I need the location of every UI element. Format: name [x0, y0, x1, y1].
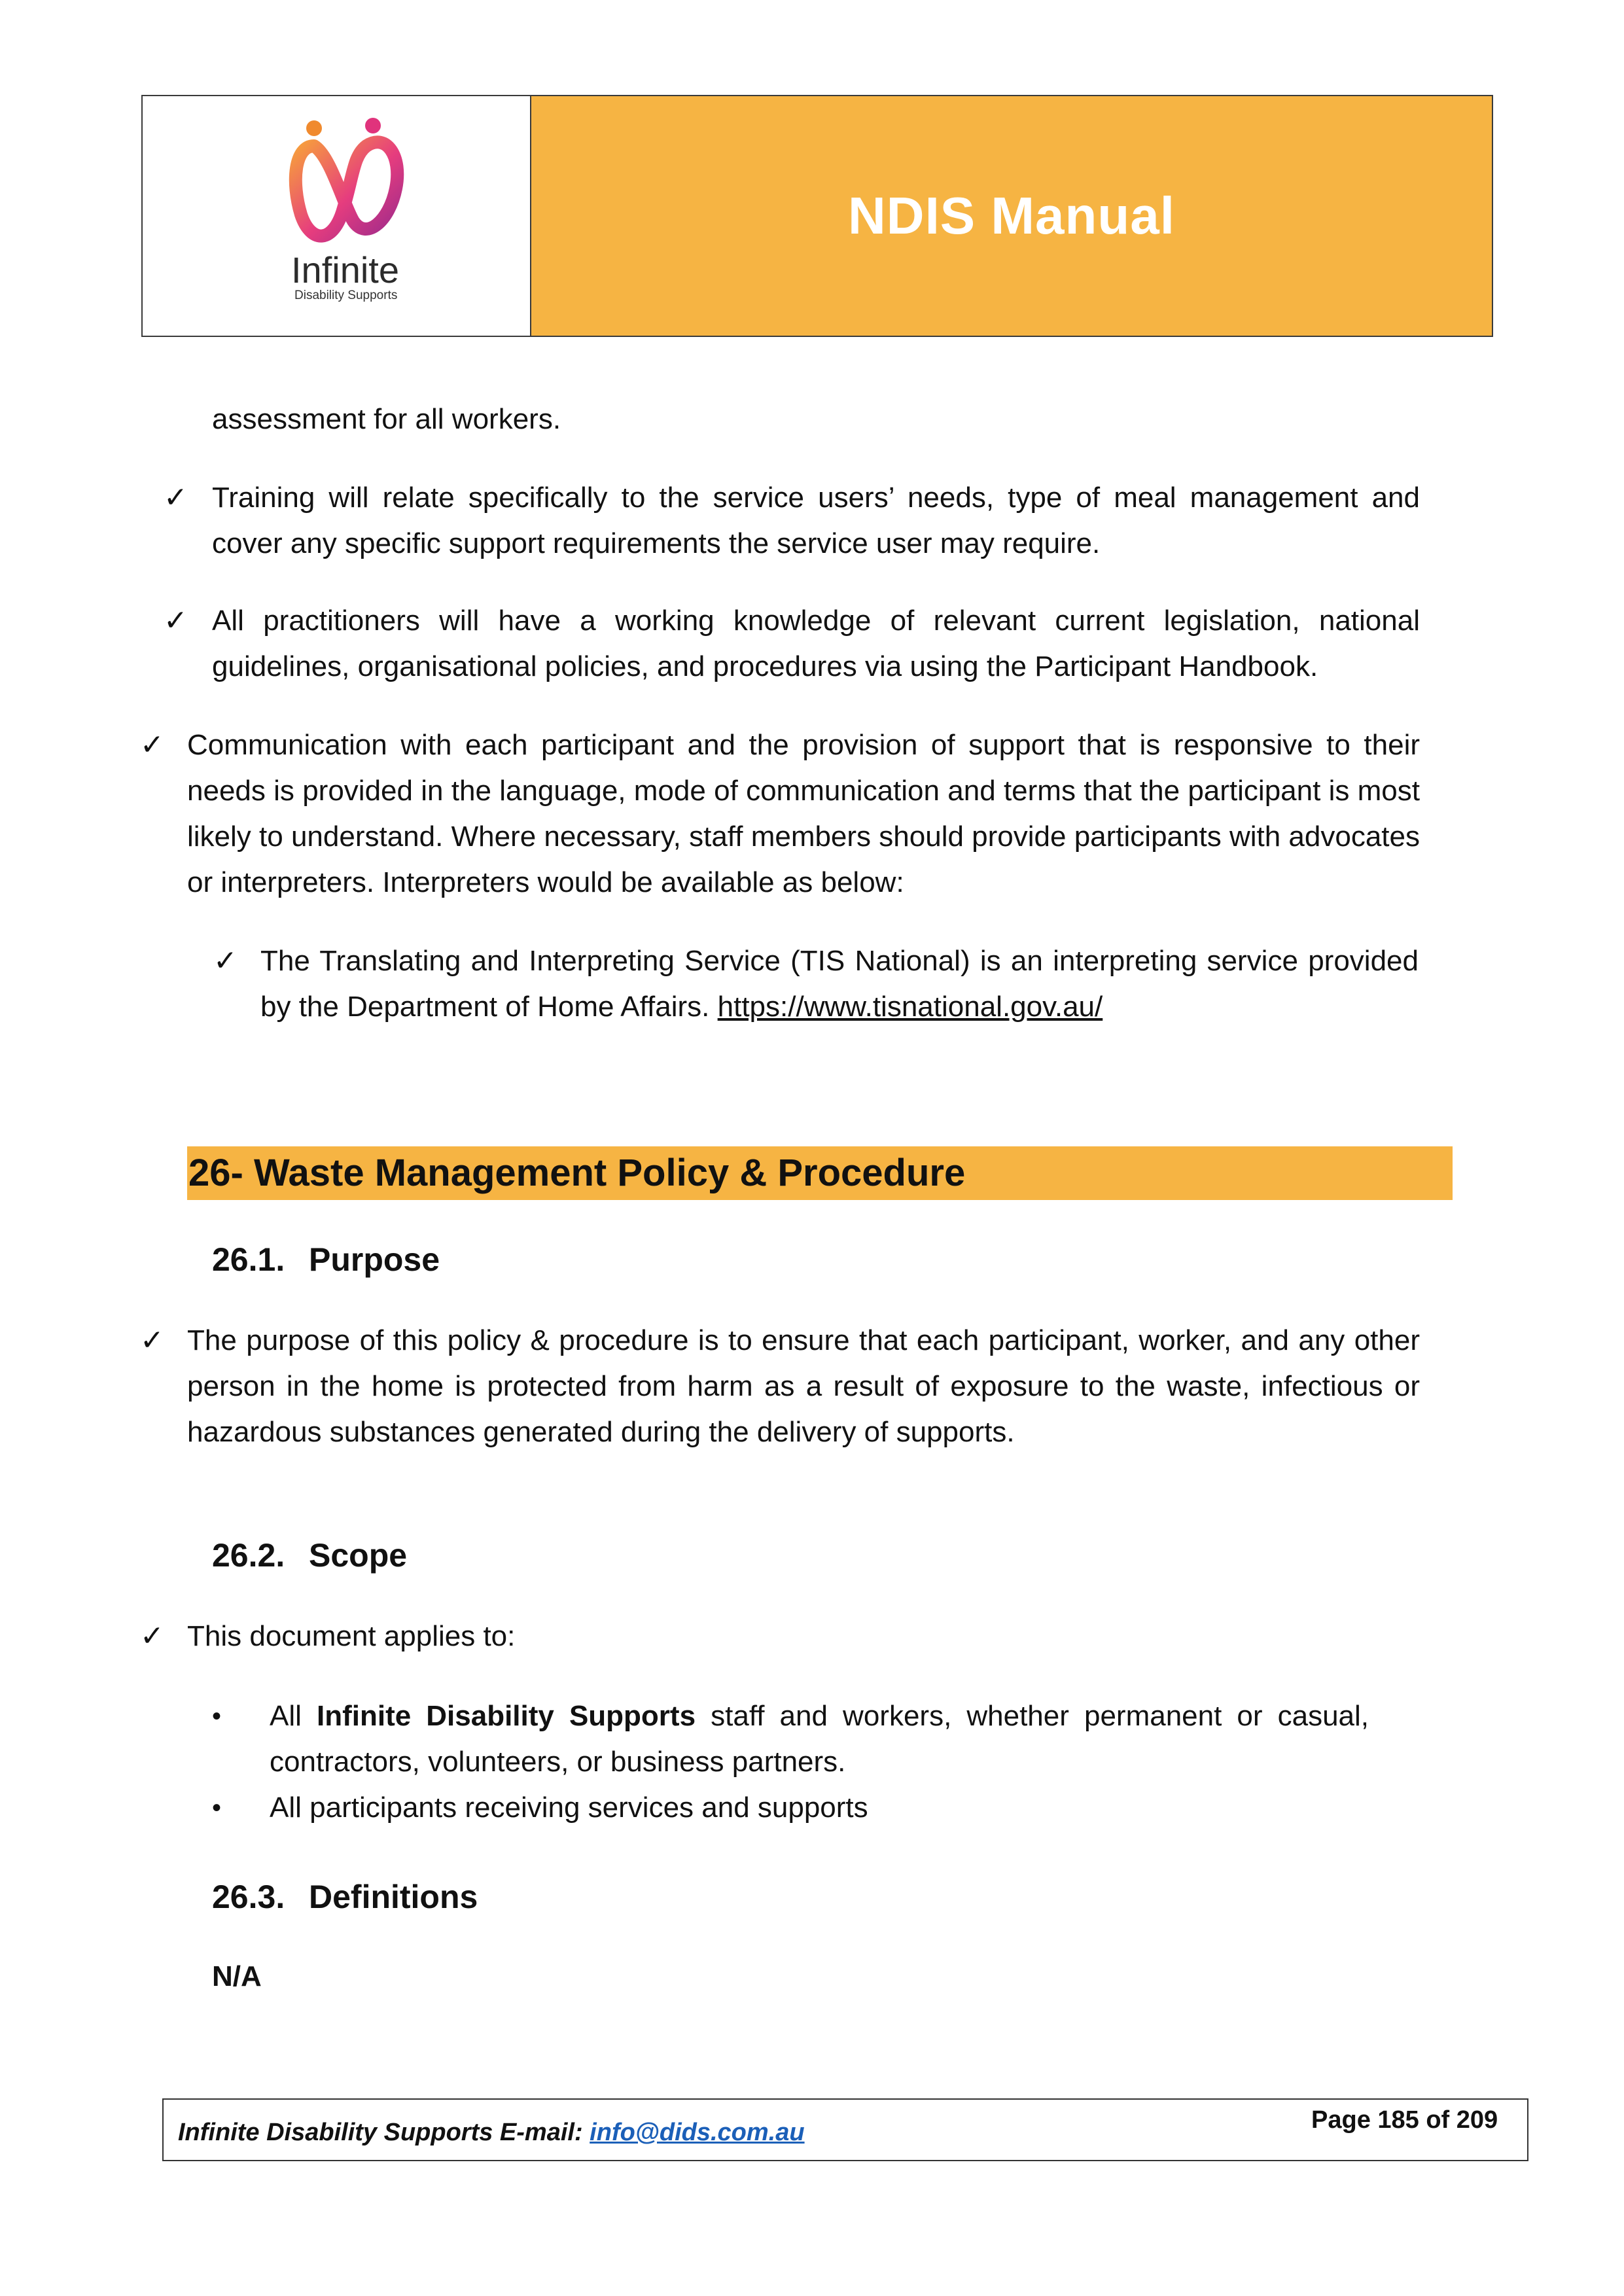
check-icon: ✓ — [164, 604, 188, 637]
check-icon: ✓ — [140, 1619, 164, 1653]
check-icon: ✓ — [164, 481, 188, 514]
scope-number: 26.2. — [212, 1537, 285, 1574]
scope-bullet-staff-rest: staff and workers, whether permanent or casual, contractors, volunteers, or business partners. — [270, 1700, 1369, 1778]
tis-link[interactable]: https://www.tisnational.gov.au/ — [717, 991, 1103, 1023]
document-title: NDIS Manual — [848, 186, 1175, 245]
logo-wordmark: Infinite — [291, 249, 399, 291]
check-icon: ✓ — [213, 944, 238, 978]
footer-email-link[interactable]: info@dids.com.au — [590, 2119, 805, 2146]
checklist-item-practitioners: All practitioners will have a working knowledge of relevant current legislation, national guidelines, organisational policies, and procedures via using the Participant Handbook. — [212, 605, 1420, 682]
logo-head-right — [365, 118, 381, 133]
check-icon: ✓ — [140, 1324, 164, 1357]
logo-subtitle: Disability Supports — [294, 289, 398, 302]
logo-infinity-shape — [296, 142, 397, 236]
footer-label: Infinite Disability Supports E-mail: — [178, 2119, 590, 2146]
page-number: Page 185 of 209 — [1311, 2106, 1498, 2134]
definitions-value: N/A — [212, 1960, 262, 1992]
continuation-line: assessment for all workers. — [212, 403, 561, 435]
checklist-item-training: Training will relate specifically to the service users’ needs, type of meal management and cover any specific support requirements the service user may require. — [212, 482, 1420, 559]
purpose-heading: Purpose — [309, 1241, 440, 1278]
check-icon: ✓ — [140, 728, 164, 762]
scope-bullet-participants: All participants receiving services and supports — [270, 1792, 868, 1824]
definitions-heading: Definitions — [309, 1879, 478, 1915]
definitions-number: 26.3. — [212, 1879, 285, 1915]
purpose-paragraph: The purpose of this policy & procedure is to ensure that each participant, worker, and any other person in the home is protected from harm as a result of exposure to the waste, infectious or hazardous substances generated during the delivery of supports. — [187, 1324, 1420, 1448]
infinite-logo-icon — [288, 116, 419, 247]
scope-bullet-staff-prefix: All — [270, 1700, 317, 1732]
logo-head-left — [306, 120, 322, 136]
section-heading: 26- Waste Management Policy & Procedure — [188, 1152, 966, 1194]
scope-heading: Scope — [309, 1537, 408, 1574]
bullet-dot-icon: • — [212, 1702, 222, 1731]
scope-bullet-staff — [270, 1693, 1369, 1785]
bullet-dot-icon: • — [212, 1793, 222, 1822]
header-title-cell — [530, 95, 1493, 337]
scope-intro: This document applies to: — [187, 1620, 516, 1652]
organisation-name: Infinite Disability Supports — [316, 1700, 696, 1732]
tis-item — [260, 938, 1419, 1030]
tis-text: The Translating and Interpreting Service (TIS National) is an interpreting service provided by the Department of Home Affairs. — [260, 945, 1419, 1023]
communication-paragraph: Communication with each participant and the provision of support that is responsive to their needs is provided in the language, mode of communication and terms that the participant is most likely to understand. Where necessary, staff members should provide participants with advocates or interpreters. Interpreters would be available as below: — [187, 729, 1420, 898]
footer-contact — [178, 2116, 805, 2149]
purpose-number: 26.1. — [212, 1241, 285, 1278]
